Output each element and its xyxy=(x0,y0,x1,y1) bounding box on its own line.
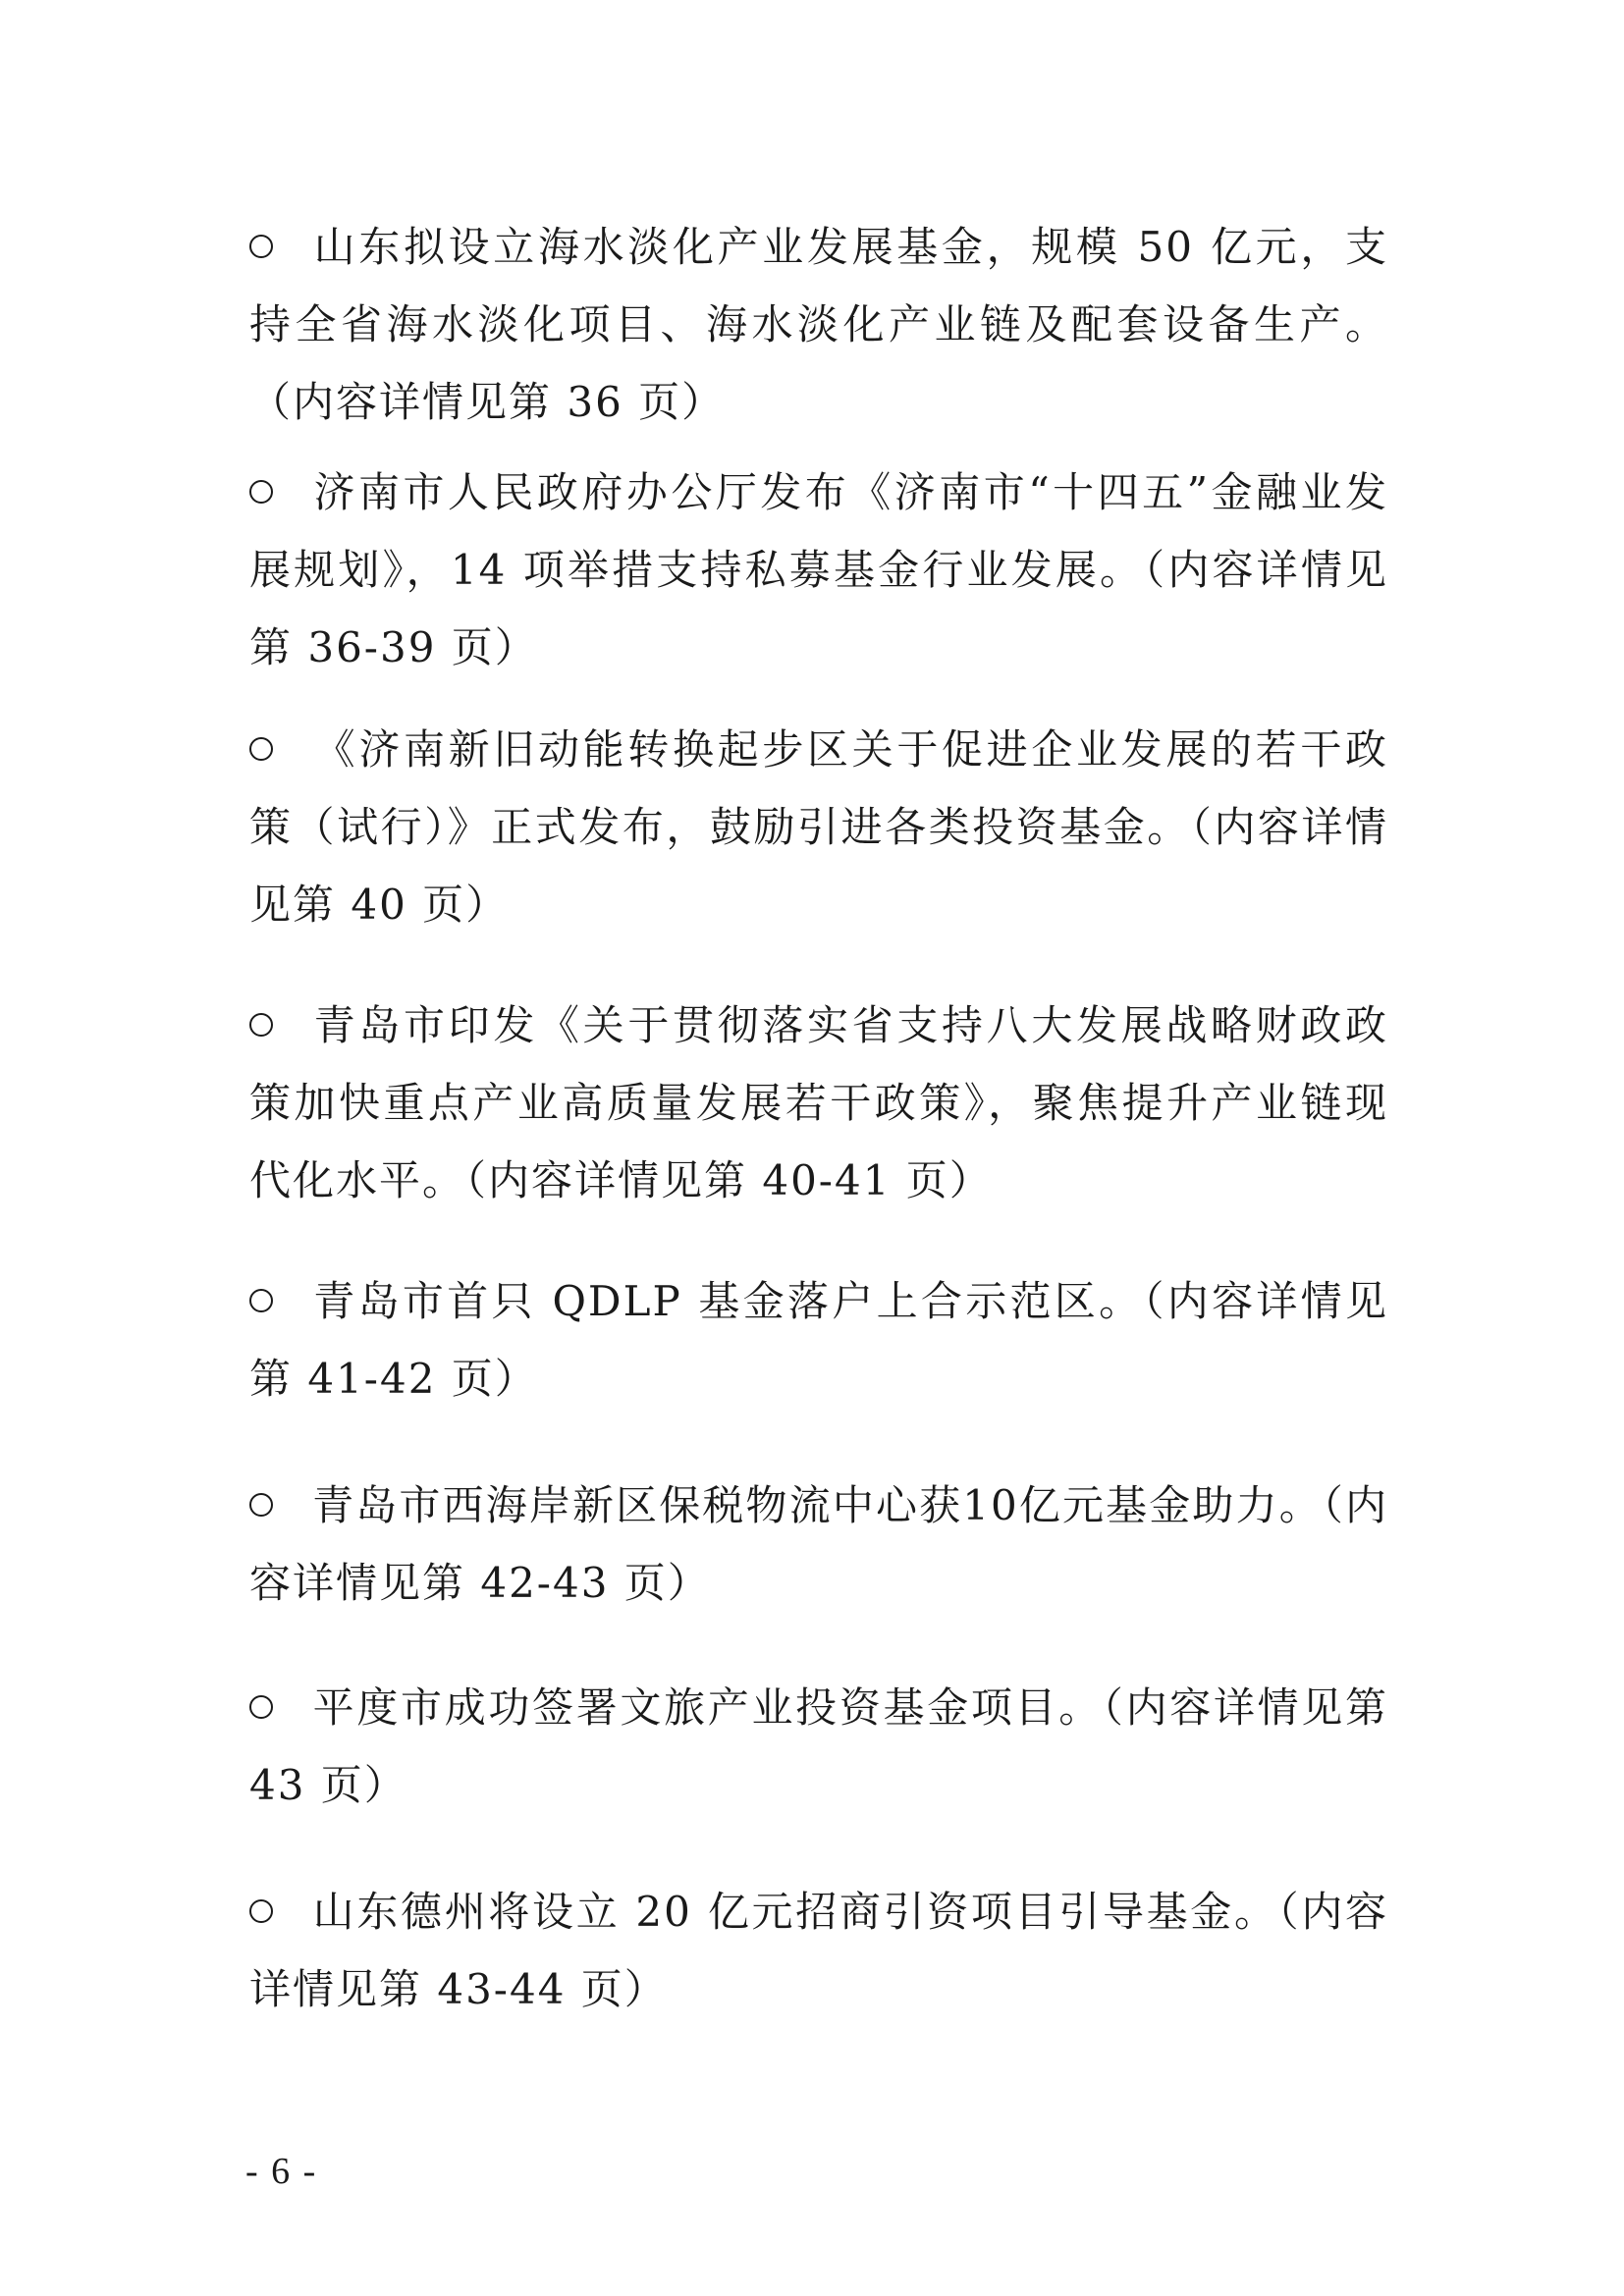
list-item xyxy=(249,454,1388,686)
item-text: 济南市人民政府办公厅发布《济南市“十四五”金融业发展规划》，14 项举措支持私募基金行业发展。（内容详情见第 36-39 页） xyxy=(249,468,1388,671)
circle-bullet-icon xyxy=(249,1493,273,1517)
item-text: 青岛市印发《关于贯彻落实省支持八大发展战略财政政策加快重点产业高质量发展若干政策》，聚焦提升产业链现代化水平。（内容详情见第 40-41 页） xyxy=(249,1001,1388,1204)
page-number: - 6 - xyxy=(245,2151,318,2192)
circle-bullet-icon xyxy=(249,1695,273,1719)
circle-bullet-icon xyxy=(249,1899,273,1923)
item-text: 山东德州将设立 20 亿元招商引资项目引导基金。（内容详情见第 43-44 页） xyxy=(249,1888,1388,2013)
circle-bullet-icon xyxy=(249,235,273,258)
item-text: 《济南新旧动能转换起步区关于促进企业发展的若干政策（试行）》正式发布，鼓励引进各类投资基金。（内容详情见第 40 页） xyxy=(249,725,1388,929)
item-text: 青岛市首只 QDLP 基金落户上合示范区。（内容详情见第 41-42 页） xyxy=(249,1277,1388,1403)
list-item xyxy=(249,1873,1388,2028)
circle-bullet-icon xyxy=(249,1013,273,1037)
item-text: 青岛市西海岸新区保税物流中心获10亿元基金助力。（内容详情见第 42-43 页） xyxy=(249,1481,1388,1607)
item-text: 平度市成功签署文旅产业投资基金项目。（内容详情见第 43 页） xyxy=(249,1683,1388,1809)
list-item xyxy=(249,711,1388,943)
list-item xyxy=(249,1467,1388,1622)
list-item xyxy=(249,208,1388,441)
item-text: 山东拟设立海水淡化产业发展基金，规模 50 亿元，支持全省海水淡化项目、海水淡化产业链及配套设备生产。（内容详情见第 36 页） xyxy=(249,223,1388,426)
list-item xyxy=(249,987,1388,1219)
circle-bullet-icon xyxy=(249,737,273,761)
list-item xyxy=(249,1669,1388,1824)
circle-bullet-icon xyxy=(249,480,273,504)
circle-bullet-icon xyxy=(249,1289,273,1312)
list-item xyxy=(249,1262,1388,1417)
